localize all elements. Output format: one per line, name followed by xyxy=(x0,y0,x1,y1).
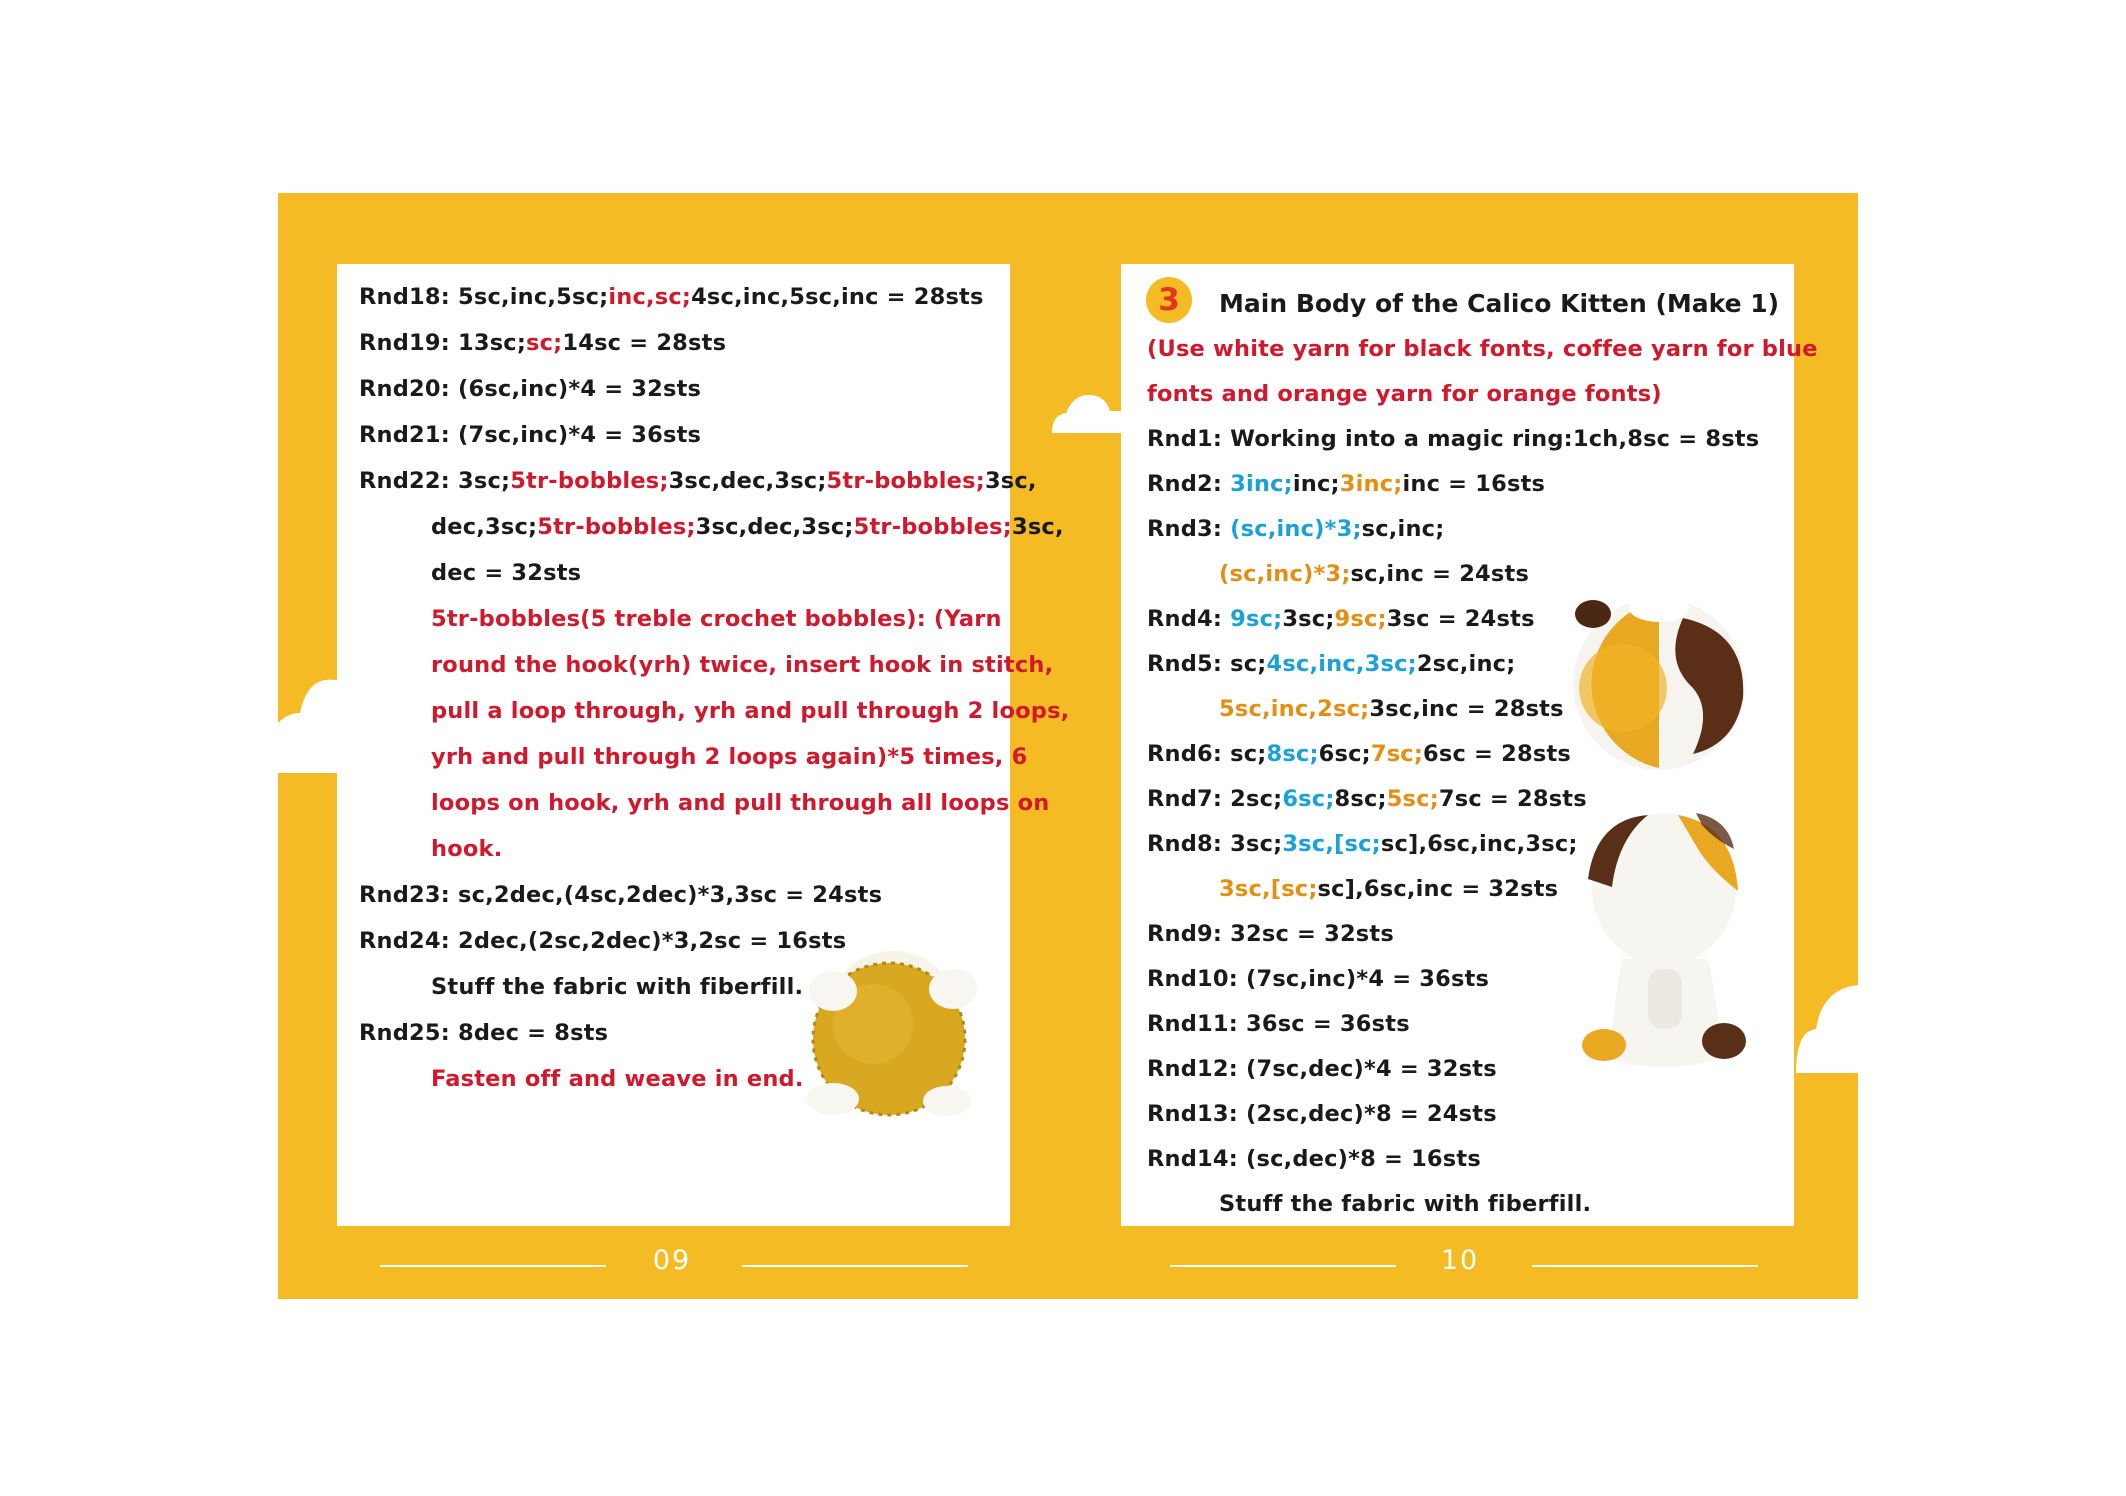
footer-line xyxy=(1532,1265,1758,1267)
instruction-line xyxy=(337,514,1064,540)
instruction-line xyxy=(337,698,1070,724)
instruction-line xyxy=(1121,516,1794,542)
instruction-line xyxy=(1121,381,1794,407)
instruction-line xyxy=(1121,1191,1794,1217)
text-segment: Fasten off and weave in end. xyxy=(431,1066,804,1092)
text-segment: 6sc; xyxy=(1318,741,1371,767)
calico-head-photo xyxy=(1563,588,1753,773)
instruction-line xyxy=(1121,336,1818,362)
footer-line xyxy=(380,1265,606,1267)
text-segment: 5tr-bobbles; xyxy=(510,468,669,494)
cloud-left-icon xyxy=(278,673,340,773)
text-segment: Stuff the fabric with fiberfill. xyxy=(431,974,804,1000)
instruction-line xyxy=(337,468,1037,494)
text-segment: 3sc,[sc; xyxy=(1219,876,1318,902)
instruction-line xyxy=(337,560,1010,586)
text-segment: inc,sc; xyxy=(608,284,692,310)
text-segment: 3sc,inc = 28sts xyxy=(1369,696,1564,722)
text-segment: Rnd9: 32sc = 32sts xyxy=(1147,921,1394,947)
text-segment: Rnd13: (2sc,dec)*8 = 24sts xyxy=(1147,1101,1497,1127)
footer-line xyxy=(742,1265,968,1267)
text-segment: 4sc,inc,3sc; xyxy=(1266,651,1417,677)
instruction-line xyxy=(1121,471,1794,497)
cloud-middle-icon xyxy=(1052,389,1124,433)
text-segment: 14sc = 28sts xyxy=(562,330,727,356)
text-segment: hook. xyxy=(431,836,503,862)
page-number-right: 10 xyxy=(1440,1245,1480,1276)
text-segment: 5tr-bobbles(5 treble crochet bobbles): (Yarn xyxy=(431,606,1002,632)
text-segment: 5sc; xyxy=(1386,786,1439,812)
text-segment: pull a loop through, yrh and pull through 2 loops, xyxy=(431,698,1070,724)
text-segment: 8sc; xyxy=(1266,741,1319,767)
text-segment: Rnd3: xyxy=(1147,516,1231,542)
text-segment: Rnd20: (6sc,inc)*4 = 32sts xyxy=(359,376,702,402)
text-segment: 3sc,dec,3sc; xyxy=(695,514,854,540)
text-segment: Stuff the fabric with fiberfill. xyxy=(1219,1191,1592,1217)
text-segment: (Use white yarn for black fonts, coffee yarn for blue xyxy=(1147,336,1818,362)
text-segment: 9sc; xyxy=(1334,606,1387,632)
text-segment: 7sc = 28sts xyxy=(1438,786,1587,812)
page-number-left: 09 xyxy=(652,1245,692,1276)
text-segment: yrh and pull through 2 loops again)*5 times, 6 xyxy=(431,744,1028,770)
text-segment: 3sc,[sc; xyxy=(1282,831,1381,857)
text-segment: Rnd25: 8dec = 8sts xyxy=(359,1020,609,1046)
instruction-line xyxy=(337,422,1010,448)
text-segment: 5sc,inc,2sc; xyxy=(1219,696,1370,722)
text-segment: 4sc,inc,5sc,inc = 28sts xyxy=(691,284,984,310)
text-segment: Rnd10: (7sc,inc)*4 = 36sts xyxy=(1147,966,1490,992)
section-title: Main Body of the Calico Kitten (Make 1) xyxy=(1219,289,1780,318)
footer-line xyxy=(1170,1265,1396,1267)
instruction-line xyxy=(337,882,1010,908)
text-segment: Rnd8: 3sc; xyxy=(1147,831,1283,857)
text-segment: sc; xyxy=(526,330,563,356)
text-segment: Rnd2: xyxy=(1147,471,1231,497)
text-segment: inc = 16sts xyxy=(1402,471,1546,497)
text-segment: Rnd1: Working into a magic ring:1ch,8sc = 8sts xyxy=(1147,426,1760,452)
text-segment: (sc,inc)*3; xyxy=(1219,561,1351,587)
text-segment: 3inc; xyxy=(1230,471,1293,497)
text-segment: round the hook(yrh) twice, insert hook in stitch, xyxy=(431,652,1054,678)
instruction-line xyxy=(1121,1146,1794,1172)
text-segment: 5tr-bobbles; xyxy=(537,514,696,540)
text-segment: loops on hook, yrh and pull through all loops on xyxy=(431,790,1050,816)
instruction-line xyxy=(337,790,1050,816)
text-segment: Rnd24: 2dec,(2sc,2dec)*3,2sc = 16sts xyxy=(359,928,847,954)
text-segment: Rnd14: (sc,dec)*8 = 16sts xyxy=(1147,1146,1481,1172)
text-segment: Rnd18: 5sc,inc,5sc; xyxy=(359,284,609,310)
instruction-line xyxy=(337,836,1010,862)
text-segment: 3sc; xyxy=(1282,606,1335,632)
text-segment: Rnd21: (7sc,inc)*4 = 36sts xyxy=(359,422,702,448)
instruction-line xyxy=(337,330,1010,356)
text-segment: dec = 32sts xyxy=(431,560,582,586)
instruction-line xyxy=(337,744,1028,770)
text-segment: 8sc; xyxy=(1334,786,1387,812)
cloud-right-icon xyxy=(1796,983,1858,1073)
instruction-line xyxy=(337,376,1010,402)
text-segment: 6sc; xyxy=(1282,786,1335,812)
text-segment: Rnd11: 36sc = 36sts xyxy=(1147,1011,1410,1037)
instruction-line xyxy=(337,606,1010,632)
crochet-body-bottom-photo xyxy=(803,929,983,1119)
text-segment: sc,inc = 24sts xyxy=(1350,561,1530,587)
text-segment: 6sc = 28sts xyxy=(1423,741,1571,767)
instruction-line xyxy=(1121,1101,1794,1127)
text-segment: Rnd4: xyxy=(1147,606,1231,632)
text-segment: inc; xyxy=(1292,471,1340,497)
text-segment: Rnd19: 13sc; xyxy=(359,330,527,356)
text-segment: 3inc; xyxy=(1339,471,1403,497)
text-segment: 7sc; xyxy=(1370,741,1424,767)
text-segment: sc,inc; xyxy=(1361,516,1445,542)
text-segment: 9sc; xyxy=(1230,606,1283,632)
text-segment: Rnd23: sc,2dec,(4sc,2dec)*3,3sc = 24sts xyxy=(359,882,883,908)
text-segment: 3sc = 24sts xyxy=(1386,606,1535,632)
text-segment: 2sc,inc; xyxy=(1416,651,1516,677)
calico-standing-photo xyxy=(1578,809,1748,1069)
text-segment: (sc,inc)*3; xyxy=(1230,516,1362,542)
text-segment: fonts and orange yarn for orange fonts) xyxy=(1147,381,1662,407)
text-segment: sc],6sc,inc = 32sts xyxy=(1317,876,1559,902)
text-segment: sc],6sc,inc,3sc; xyxy=(1380,831,1578,857)
instruction-line xyxy=(1121,426,1794,452)
text-segment: 5tr-bobbles; xyxy=(826,468,985,494)
book-spread xyxy=(278,193,1858,1299)
text-segment: Rnd7: 2sc; xyxy=(1147,786,1283,812)
text-segment: Rnd12: (7sc,dec)*4 = 32sts xyxy=(1147,1056,1497,1082)
text-segment: dec,3sc; xyxy=(431,514,538,540)
instruction-line xyxy=(1121,561,1794,587)
text-segment: 5tr-bobbles; xyxy=(853,514,1012,540)
text-segment: Rnd6: sc; xyxy=(1147,741,1267,767)
text-segment: 3sc, xyxy=(984,468,1037,494)
text-segment: Rnd22: 3sc; xyxy=(359,468,511,494)
instruction-line xyxy=(337,652,1054,678)
text-segment: 3sc, xyxy=(1011,514,1064,540)
instruction-line xyxy=(337,284,1010,310)
step-number-badge: 3 xyxy=(1146,277,1192,323)
text-segment: 3sc,dec,3sc; xyxy=(668,468,827,494)
text-segment: Rnd5: sc; xyxy=(1147,651,1267,677)
